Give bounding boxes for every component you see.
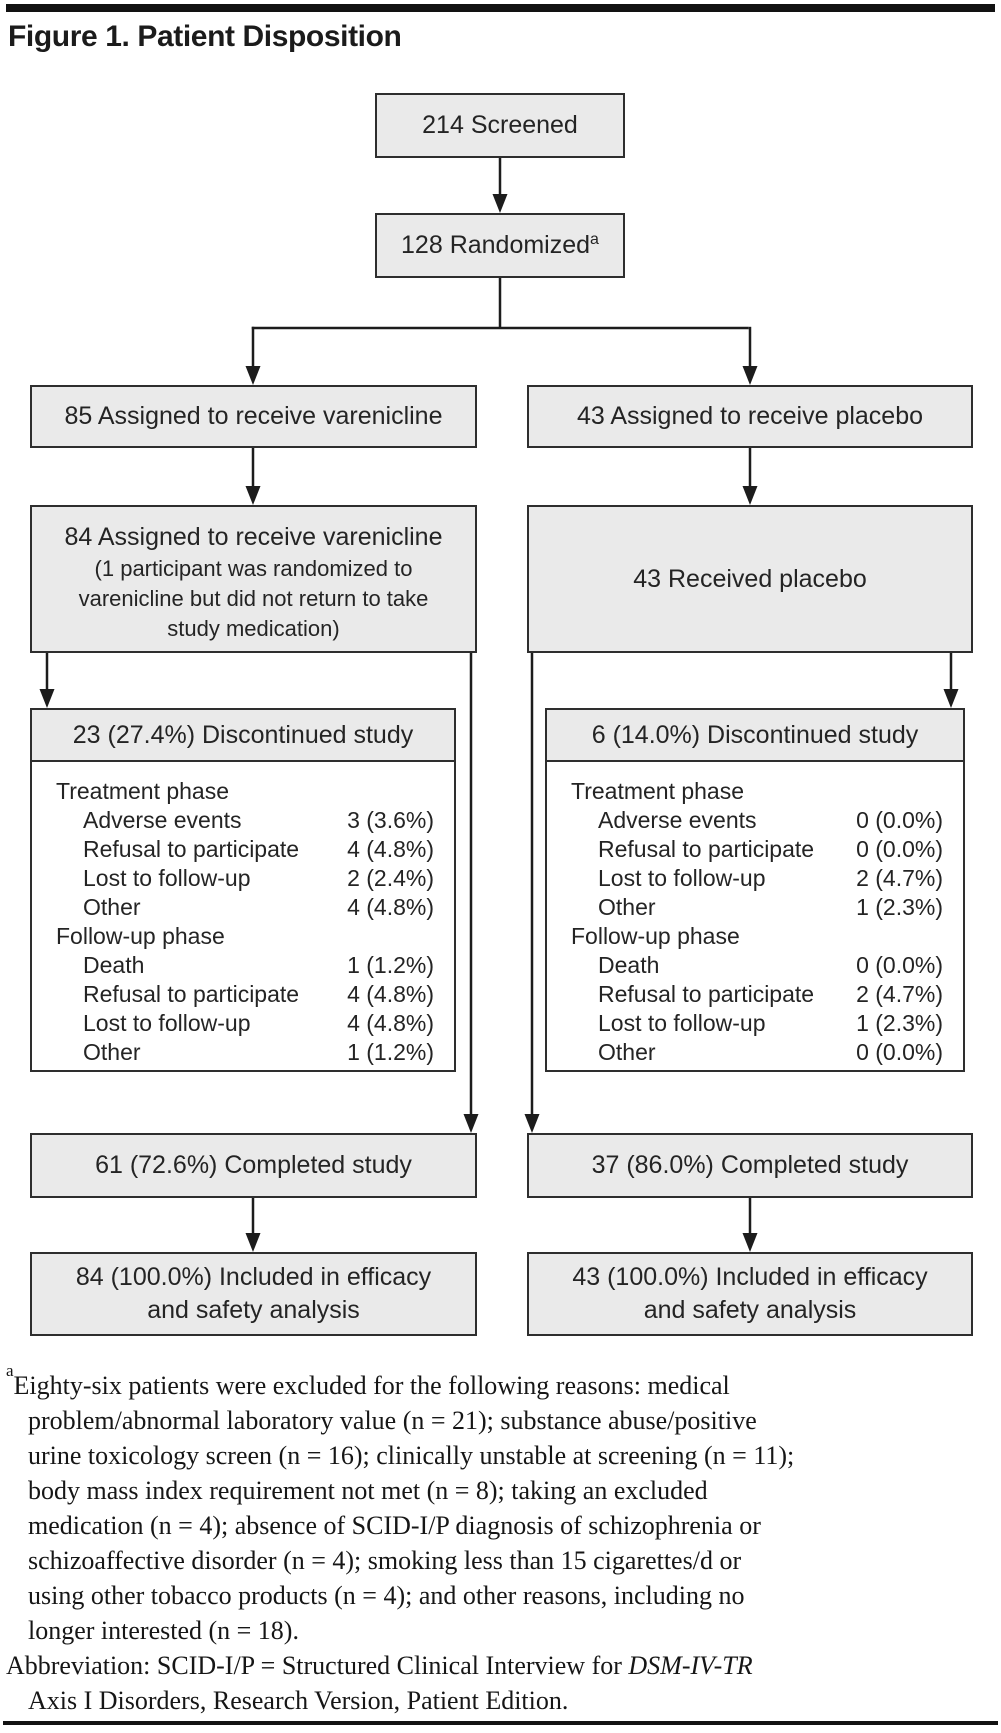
footnote-text: medication (n = 4); absence of SCID-I/P diagnosis of schizophrenia or [28, 1511, 761, 1540]
breakdown-row [571, 777, 943, 806]
varenicline-completed-label: 61 (72.6%) Completed study [95, 1151, 412, 1179]
breakdown-row [56, 922, 434, 951]
varenicline-assigned-label: 85 Assigned to receive varenicline [64, 402, 443, 430]
varenicline-received-note-line: varenicline but did not return to take [78, 586, 429, 611]
placebo-included-line: 43 (100.0%) Included in efficacy [572, 1263, 928, 1291]
breakdown-row [571, 1038, 943, 1067]
varenicline-received-note-line: study medication) [167, 616, 340, 641]
branch-stem-line [252, 277, 749, 329]
placebo-discontinued-header-label: 6 (14.0%) Discontinued study [591, 720, 919, 749]
footnote-line [6, 1361, 995, 1403]
breakdown-label: Follow-up phase [571, 923, 740, 949]
placebo-discontinued-box [545, 708, 965, 1072]
breakdown-row [56, 835, 434, 864]
breakdown-row [571, 980, 943, 1009]
footnote-text: urine toxicology screen (n = 16); clinically unstable at screening (n = 11); [28, 1441, 795, 1470]
varenicline-assigned-box [30, 385, 477, 448]
footnote-marker-superscript: a [6, 1361, 14, 1381]
breakdown-label: Other [598, 1039, 656, 1065]
footnote-line [6, 1578, 995, 1613]
breakdown-label: Other [83, 1039, 141, 1065]
varenicline-discontinued-header [32, 710, 454, 762]
breakdown-row [571, 1009, 943, 1038]
footnote-line [6, 1473, 995, 1508]
footnote-text: problem/abnormal laboratory value (n = 21); substance abuse/positive [28, 1406, 757, 1435]
abbreviation-line [6, 1648, 995, 1683]
breakdown-label: Treatment phase [571, 778, 745, 804]
breakdown-row [56, 777, 434, 806]
breakdown-row [571, 864, 943, 893]
breakdown-label: Lost to follow-up [83, 865, 251, 891]
breakdown-row [56, 980, 434, 1009]
arrow-branch-to-varenicline [246, 327, 261, 385]
placebo-included-box [527, 1252, 973, 1336]
arrow-placebo-assigned-to-received [743, 447, 758, 505]
arrow-placebo-received-to-discontinued [944, 652, 959, 708]
breakdown-value: 3 (3.6%) [347, 807, 434, 833]
placebo-assigned-label: 43 Assigned to receive placebo [576, 402, 924, 430]
breakdown-row [571, 922, 943, 951]
placebo-discontinued-breakdown [547, 762, 963, 1067]
breakdown-label: Refusal to participate [83, 836, 300, 862]
placebo-discontinued-header [547, 710, 963, 762]
arrow-branch-to-placebo [743, 327, 758, 385]
breakdown-row [56, 806, 434, 835]
breakdown-value: 1 (2.3%) [856, 894, 943, 920]
breakdown-row [56, 893, 434, 922]
breakdown-label: Lost to follow-up [83, 1010, 251, 1036]
screened-box [375, 93, 625, 158]
placebo-completed-box [527, 1133, 973, 1198]
breakdown-label: Refusal to participate [598, 836, 815, 862]
breakdown-value: 2 (4.7%) [856, 865, 943, 891]
breakdown-value: 4 (4.8%) [347, 981, 434, 1007]
abbreviation-text: Abbreviation: SCID-I/P = Structured Clinical Interview for [6, 1651, 629, 1680]
footnote-line [6, 1613, 995, 1648]
arrow-varenicline-completed-to-included [246, 1197, 261, 1252]
breakdown-row [571, 951, 943, 980]
screened-label: 214 Screened [422, 111, 578, 139]
randomized-box [375, 213, 625, 278]
breakdown-row [571, 893, 943, 922]
breakdown-value: 4 (4.8%) [347, 894, 434, 920]
footnote-line [6, 1438, 995, 1473]
footnote-text: schizoaffective disorder (n = 4); smoking less than 15 cigarettes/d or [28, 1546, 742, 1575]
arrow-screened-to-randomized [493, 157, 508, 213]
varenicline-received-box [30, 505, 477, 653]
varenicline-discontinued-header-label: 23 (27.4%) Discontinued study [72, 720, 414, 749]
placebo-included-line: and safety analysis [643, 1296, 857, 1324]
breakdown-row [571, 835, 943, 864]
breakdown-label: Refusal to participate [598, 981, 815, 1007]
abbreviation-italic-text: DSM-IV-TR [628, 1651, 753, 1680]
breakdown-label: Treatment phase [56, 778, 230, 804]
breakdown-label: Death [598, 952, 660, 978]
arrow-placebo-completed-to-included [743, 1197, 758, 1252]
breakdown-value: 2 (2.4%) [347, 865, 434, 891]
breakdown-value: 0 (0.0%) [856, 807, 943, 833]
breakdown-value: 4 (4.8%) [347, 1010, 434, 1036]
breakdown-row [571, 806, 943, 835]
varenicline-included-line: and safety analysis [147, 1296, 360, 1324]
placebo-assigned-box [527, 385, 973, 448]
footnote-line [6, 1508, 995, 1543]
breakdown-label: Adverse events [83, 807, 242, 833]
varenicline-completed-box [30, 1133, 477, 1198]
varenicline-included-line: 84 (100.0%) Included in efficacy [75, 1263, 432, 1291]
abbreviation-line [6, 1683, 995, 1718]
footnote [6, 1361, 995, 1718]
breakdown-value: 1 (1.2%) [347, 952, 434, 978]
varenicline-discontinued-breakdown [32, 762, 454, 1067]
arrow-varenicline-assigned-to-received [246, 447, 261, 505]
breakdown-value: 0 (0.0%) [856, 836, 943, 862]
breakdown-value: 0 (0.0%) [856, 952, 943, 978]
randomized-label [401, 230, 599, 261]
footnote-text: Eighty-six patients were excluded for the following reasons: medical [13, 1371, 730, 1400]
arrow-varenicline-received-to-completed [464, 652, 479, 1133]
abbreviation-text: Axis I Disorders, Research Version, Patient Edition. [28, 1686, 569, 1715]
footnote-text: using other tobacco products (n = 4); and other reasons, including no [28, 1581, 745, 1610]
breakdown-row [56, 864, 434, 893]
breakdown-label: Adverse events [598, 807, 757, 833]
breakdown-row [56, 951, 434, 980]
breakdown-value: 1 (2.3%) [856, 1010, 943, 1036]
varenicline-received-title: 84 Assigned to receive varenicline [64, 523, 443, 551]
varenicline-received-note-line: (1 participant was randomized to [94, 556, 413, 581]
breakdown-value: 0 (0.0%) [856, 1039, 943, 1065]
footnote-marker-superscript: a [590, 231, 599, 248]
breakdown-row [56, 1038, 434, 1067]
arrow-placebo-received-to-completed [525, 652, 540, 1133]
randomized-text: 128 Randomized [401, 231, 591, 259]
placebo-received-label: 43 Received placebo [633, 564, 867, 593]
figure-title: Figure 1. Patient Disposition [8, 20, 402, 53]
placebo-completed-label: 37 (86.0%) Completed study [591, 1151, 909, 1179]
breakdown-label: Other [83, 894, 141, 920]
arrow-varenicline-received-to-discontinued [40, 652, 55, 708]
breakdown-row [56, 1009, 434, 1038]
breakdown-label: Lost to follow-up [598, 1010, 766, 1036]
footnote-line [6, 1543, 995, 1578]
placebo-received-box [527, 505, 973, 653]
breakdown-label: Death [83, 952, 145, 978]
footnote-line [6, 1403, 995, 1438]
footnote-text: body mass index requirement not met (n = 8); taking an excluded [28, 1476, 708, 1505]
breakdown-value: 4 (4.8%) [347, 836, 434, 862]
varenicline-discontinued-box [30, 708, 456, 1072]
breakdown-label: Lost to follow-up [598, 865, 766, 891]
breakdown-value: 1 (1.2%) [347, 1039, 434, 1065]
breakdown-value: 2 (4.7%) [856, 981, 943, 1007]
breakdown-label: Follow-up phase [56, 923, 225, 949]
footnote-text: longer interested (n = 18). [28, 1616, 299, 1645]
breakdown-label: Other [598, 894, 656, 920]
breakdown-label: Refusal to participate [83, 981, 300, 1007]
varenicline-included-box [30, 1252, 477, 1336]
